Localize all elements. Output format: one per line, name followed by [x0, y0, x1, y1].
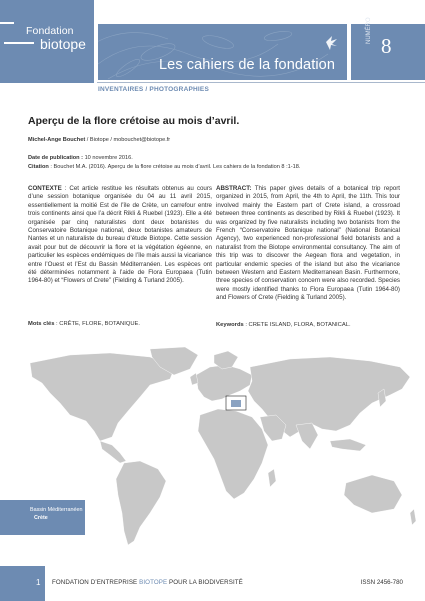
region-india: [296, 423, 318, 449]
mots-cles-value: : CRÊTE, FLORE, BOTANIQUE.: [54, 321, 140, 327]
continent-central-america: [100, 441, 126, 463]
contexte-body: : Cet article restitue les résultats obtenus au cours d’une session botanique organisée du 04 au 11 avril 2015, essentiellement la moitié Est de l’île de Crète, un carrefour entre trois continents ainsi que l’a décrit Rikli & Ruebel (1923). Elle a été organisée par cinq naturalistes dont deux botanistes du Conservatoire Botanique national, deux botanistes amateurs de Nantes et un naturaliste du bureau d’étude Biotope. Cette session avait pour but de découvrir la flore et la végétation égéenne, en particulier les espèces endémiques de l’île mais aussi la vicariance entre l’Ouest et l’Est du Bassin Méditerranéen. Les espèces ont été déterminées notamment à l’aide de Flora Europaea (Tutin 1964-80) et “Flowers of Crete” (Fielding & Turland 2005).: [28, 185, 212, 285]
publication-date: [28, 155, 133, 161]
legend-value: Crète: [34, 515, 48, 521]
citation-value: : Bouchet M.A. (2016). Aperçu de la flore crétoise au mois d’avril. Les cahiers de la fondation 8 :1-18.: [48, 164, 301, 170]
issue-number: 8: [381, 34, 392, 58]
author-name: Michel-Ange Bouchet: [28, 137, 86, 143]
logo-rule-bottom: [4, 42, 34, 44]
citation-label: Citation: [28, 164, 49, 170]
islands-southeast-asia: [330, 439, 366, 451]
author-line: [28, 137, 170, 143]
continent-europe: [196, 365, 252, 401]
logo-text-fondation: Fondation: [26, 25, 74, 37]
legend-label: Bassin Méditerranéen: [30, 507, 83, 513]
footer-text-accent: BIOTOPE: [139, 579, 168, 586]
abstract-lead: ABSTRACT:: [216, 185, 252, 192]
mots-cles-label: Mots clés: [28, 321, 55, 327]
author-affiliation: / Biotope / mobouchet@biotope.fr: [85, 137, 171, 143]
contexte-lead: CONTEXTE: [28, 185, 62, 192]
logo-text-biotope: biotope: [40, 36, 86, 52]
continent-south-america: [116, 461, 166, 545]
footer-text-part2: POUR LA BIODIVERSITÉ: [167, 579, 243, 586]
abstract-paragraph: [216, 185, 400, 303]
issn: ISSN 2456-780: [360, 579, 403, 586]
page-number: 1: [36, 578, 41, 587]
pubdate-label: Date de publication :: [28, 155, 84, 161]
footer-text-part1: FONDATION D’ENTREPRISE: [52, 579, 140, 586]
subheader-divider: [97, 82, 425, 83]
keywords-value: : CRETE ISLAND, FLORA, BOTANICAL.: [243, 322, 351, 328]
keywords-label: Keywords: [216, 322, 244, 328]
crete-highlight: [231, 400, 241, 407]
banner-title: Les cahiers de la fondation: [158, 57, 335, 73]
section-subheader: INVENTAIRES / PHOTOGRAPHIES: [98, 86, 209, 93]
continent-africa: [198, 409, 268, 499]
citation: [28, 164, 300, 170]
footer-text: [52, 579, 243, 586]
logo-rule-top: [0, 22, 14, 24]
mots-cles: [28, 321, 140, 327]
island-new-zealand: [410, 509, 416, 525]
issue-label: NUMÉRO: [366, 17, 372, 44]
header-banner: [98, 24, 347, 80]
pubdate-value: 10 novembre 2016.: [83, 155, 133, 161]
article-title: Aperçu de la flore crétoise au mois d’avril.: [28, 115, 240, 127]
contexte-paragraph: [28, 185, 212, 286]
keywords: [216, 322, 351, 328]
abstract-body: This paper gives details of a botanical trip report organized in 2015, from April, the 4th to April, the 11th. This tour involved mainly the Eastern part of Crete island, a crossroad between three continents as described by Rikli & Ruebel (1923). It was organized by five naturalists including two botanists from the French “Conservatoire Botanique national” (National Botanical Agency), two experienced non-professional field botanists and a naturalist from the Biotope environmental consultancy. The aim of this trip was to discover the Aegean flora and vegetation, in particular endemic species of the island but also the vicariance between Western and Eastern Mediterranean Basin. Furthermore, three species of conservation concern were also recorded. Species were mostly identified thanks to Flora Europaea (Tutin 1964-80) and Flowers of Crete (Fielding & Turland 2005).: [216, 185, 401, 302]
island-madagascar: [268, 469, 276, 487]
continent-north-america: [30, 353, 175, 441]
continent-australia: [344, 475, 402, 513]
